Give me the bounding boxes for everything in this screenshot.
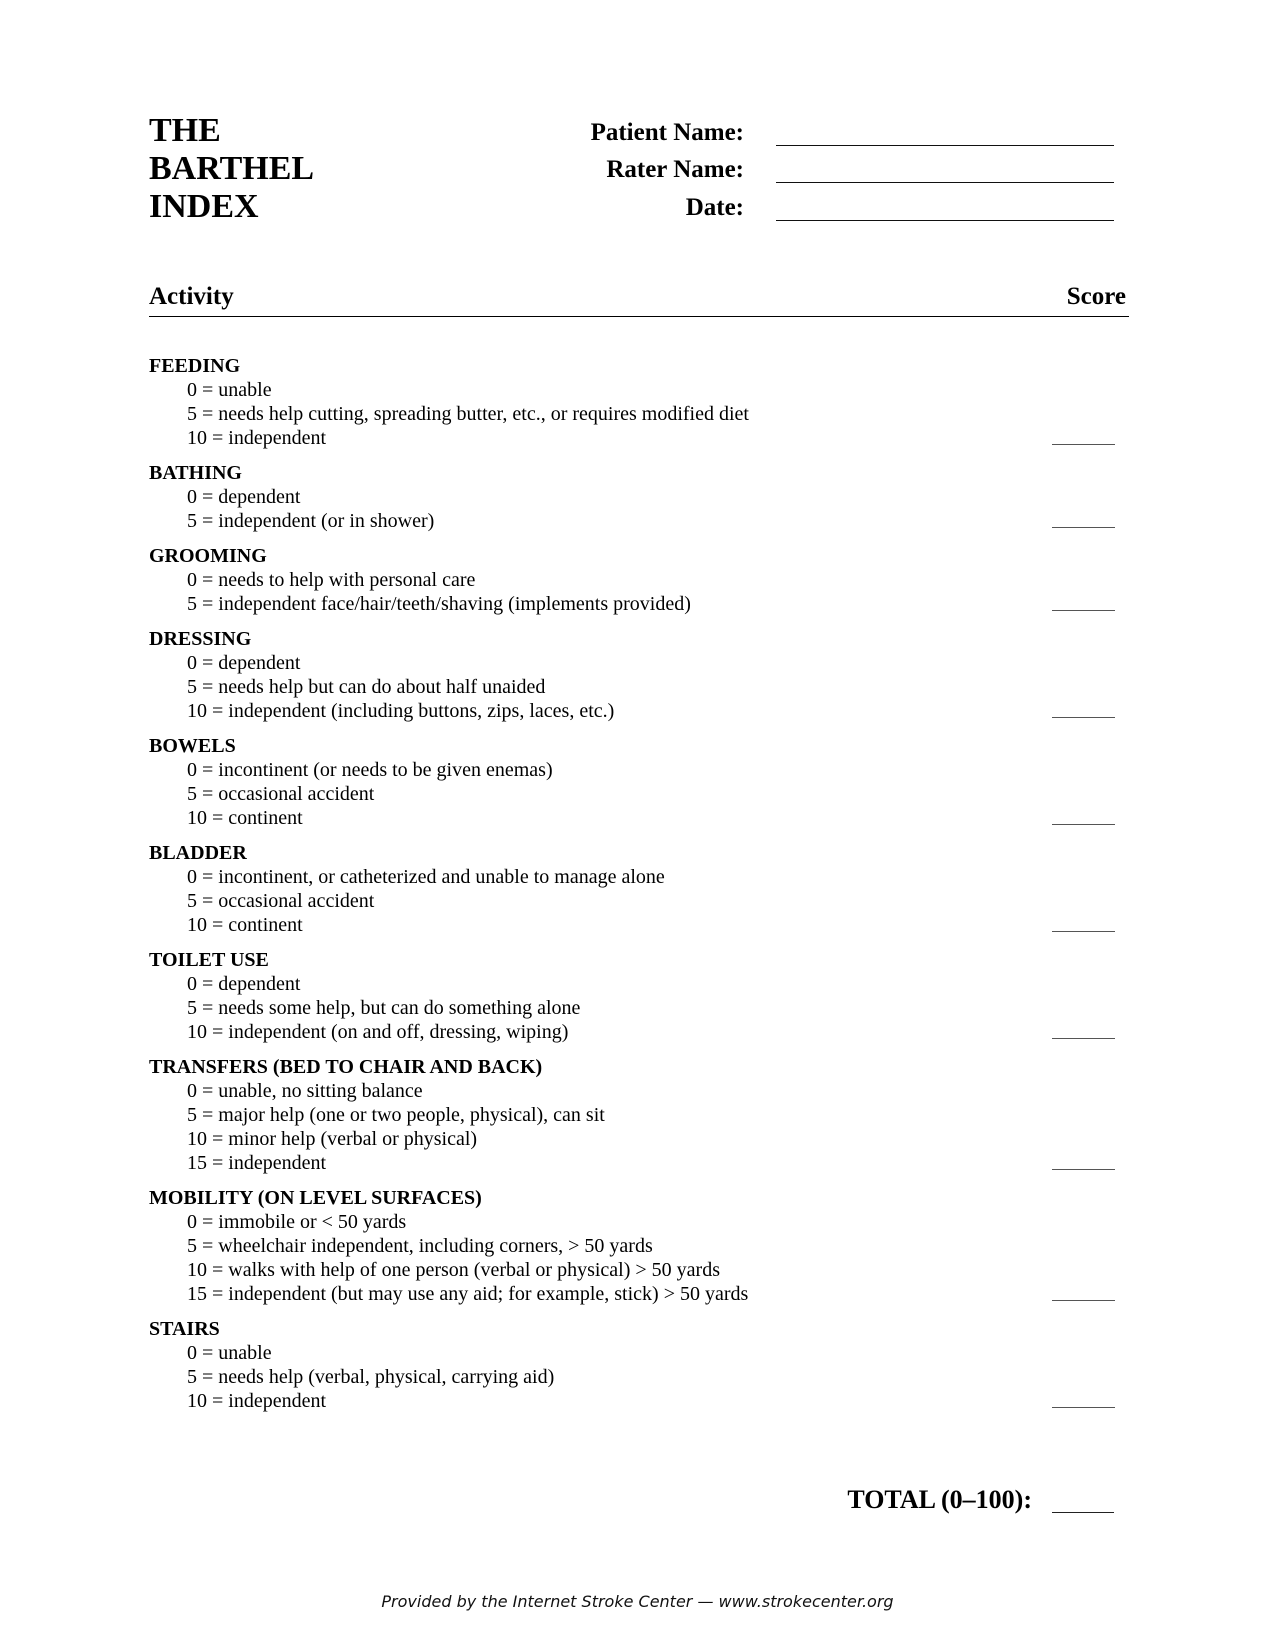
total-row [0,1484,1275,1524]
section-feeding [149,354,1129,450]
score-option: 0 = incontinent, or catheterized and unable to manage alone [187,866,665,888]
score-option: 5 = independent face/hair/teeth/shaving (implements provided) [187,593,691,615]
score-option: 0 = needs to help with personal care [187,569,476,591]
section-title: GROOMING [149,545,267,567]
bladder-score-field[interactable] [1052,931,1115,932]
score-option: 15 = independent [187,1152,327,1174]
dressing-score-field[interactable] [1052,717,1115,718]
score-option: 5 = needs some help, but can do something alone [187,997,581,1019]
patient-name-field[interactable] [776,145,1114,146]
section-title: BLADDER [149,842,247,864]
section-title: MOBILITY (ON LEVEL SURFACES) [149,1187,482,1209]
section-title: FEEDING [149,355,241,377]
score-option: 10 = continent [187,807,303,829]
score-option: 10 = continent [187,914,303,936]
column-header [149,282,1129,317]
score-option: 0 = unable [187,1342,272,1364]
score-option: 0 = unable [187,379,272,401]
score-option: 0 = dependent [187,486,301,508]
score-option: 10 = walks with help of one person (verbal or physical) > 50 yards [187,1259,720,1281]
score-option: 0 = dependent [187,652,301,674]
score-option: 5 = occasional accident [187,783,375,805]
section-dressing [149,627,1129,723]
date-field[interactable] [776,220,1114,221]
total-score-field[interactable] [1052,1512,1114,1513]
score-option: 5 = occasional accident [187,890,375,912]
grooming-score-field[interactable] [1052,610,1115,611]
section-title: BOWELS [149,735,236,757]
section-bladder [149,841,1129,937]
score-option: 0 = incontinent (or needs to be given enemas) [187,759,553,781]
score-option: 0 = unable, no sitting balance [187,1080,423,1102]
stairs-score-field[interactable] [1052,1407,1115,1408]
score-option: 10 = independent [187,427,327,449]
mobility-score-field[interactable] [1052,1300,1115,1301]
activity-sections [149,354,1129,1424]
section-stairs [149,1317,1129,1413]
bathing-score-field[interactable] [1052,527,1115,528]
section-mobility [149,1186,1129,1306]
title-line: INDEX [149,188,259,225]
score-option: 10 = independent (on and off, dressing, wiping) [187,1021,569,1043]
section-title: STAIRS [149,1318,220,1340]
transfers-score-field[interactable] [1052,1169,1115,1170]
activity-column-label: Activity [149,283,234,310]
score-option: 0 = immobile or < 50 yards [187,1211,407,1233]
footer-credit: Provided by the Internet Stroke Center — www.strokecenter.org [381,1592,894,1611]
score-option: 5 = major help (one or two people, physical), can sit [187,1104,605,1126]
patient-name-label: Patient Name: [590,119,744,146]
score-option: 0 = dependent [187,973,301,995]
date-row [0,193,1275,231]
rater-name-row [0,155,1275,193]
section-grooming [149,544,1129,616]
title-line: BARTHEL [149,150,315,187]
section-bathing [149,461,1129,533]
bowels-score-field[interactable] [1052,824,1115,825]
rater-name-label: Rater Name: [606,156,744,183]
score-option: 5 = wheelchair independent, including corners, > 50 yards [187,1235,653,1257]
section-title: DRESSING [149,628,252,650]
score-option: 10 = minor help (verbal or physical) [187,1128,478,1150]
score-option: 5 = needs help cutting, spreading butter, etc., or requires modified diet [187,403,749,425]
section-bowels [149,734,1129,830]
patient-name-row [0,118,1275,156]
rater-name-field[interactable] [776,182,1114,183]
score-option: 15 = independent (but may use any aid; for example, stick) > 50 yards [187,1283,749,1305]
score-option: 10 = independent [187,1390,327,1412]
section-title: TRANSFERS (BED TO CHAIR AND BACK) [149,1056,543,1078]
score-option: 5 = independent (or in shower) [187,510,435,532]
section-toilet-use [149,948,1129,1044]
section-title: BATHING [149,462,242,484]
section-transfers [149,1055,1129,1175]
score-option: 10 = independent (including buttons, zips, laces, etc.) [187,700,615,722]
total-label: TOTAL (0–100): [847,1485,1032,1514]
score-option: 5 = needs help (verbal, physical, carrying aid) [187,1366,555,1388]
score-column-label: Score [1066,283,1126,310]
feeding-score-field[interactable] [1052,444,1115,445]
section-title: TOILET USE [149,949,269,971]
date-label: Date: [685,194,744,221]
title-line: THE [149,112,221,149]
toilet-use-score-field[interactable] [1052,1038,1115,1039]
score-option: 5 = needs help but can do about half unaided [187,676,546,698]
